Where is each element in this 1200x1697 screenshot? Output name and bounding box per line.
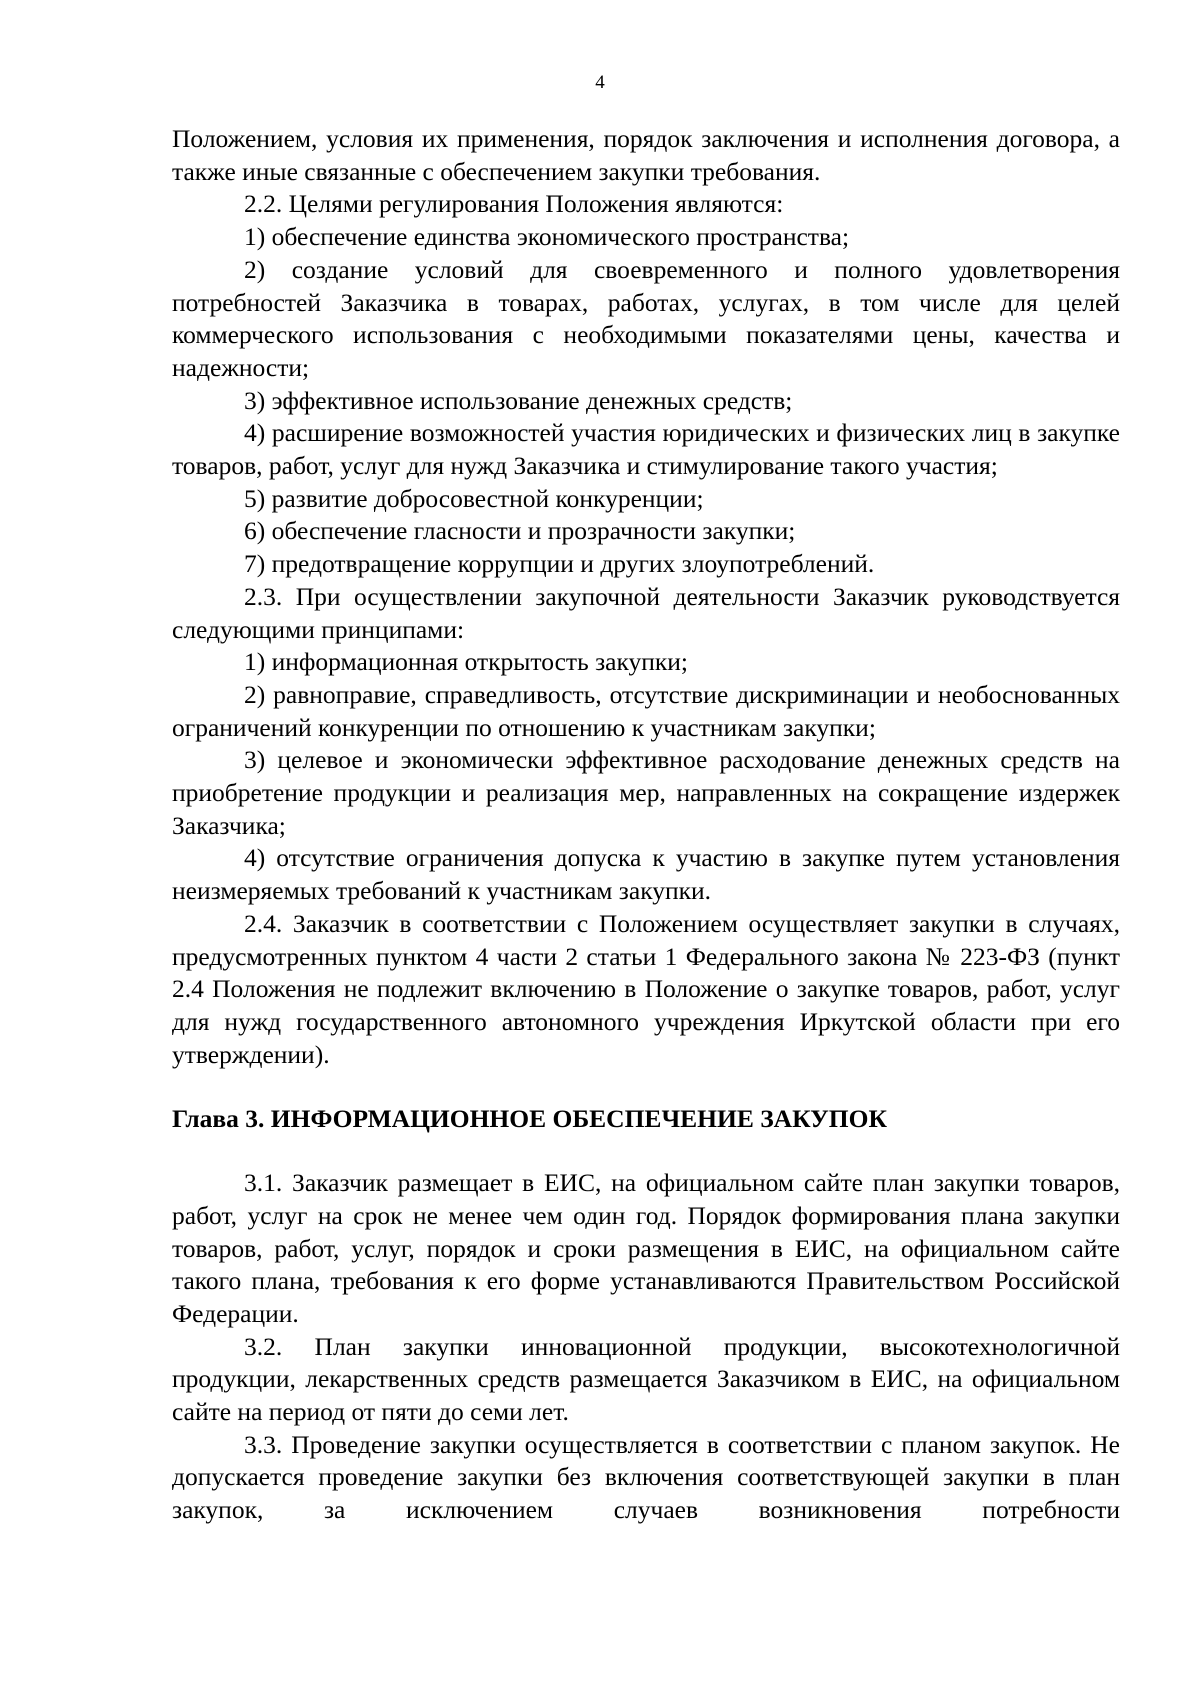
paragraph-3-3: 3.3. Проведение закупки осуществляется в соответствии с планом закупок. Не допускается проведение закупки без включения соответствующей закупки в план закупок, за исключением случаев возникновения потребности bbox=[172, 1429, 1120, 1525]
chapter-heading: Глава 3. ИНФОРМАЦИОННОЕ ОБЕСПЕЧЕНИЕ ЗАКУПОК bbox=[172, 1104, 887, 1134]
list-item-2-2-2: 2) создание условий для своевременного и полного удовлетворения потребностей Заказчика в товарах, работах, услугах, в том числе для целей коммерческого использования с необходимыми показателями цены, качества и надежности; bbox=[172, 254, 1120, 382]
paragraph-2-3: 2.3. При осуществлении закупочной деятельности Заказчик руководствуется следующими принципами: bbox=[172, 581, 1120, 644]
paragraph-3-1: 3.1. Заказчик размещает в ЕИС, на официальном сайте план закупки товаров, работ, услуг на срок не менее чем один год. Порядок формирования плана закупки товаров, работ, услуг, порядок и сроки размещения в ЕИС, на официальном сайте такого плана, требования к его форме устанавливаются Правительством Российской Федерации. bbox=[172, 1168, 1120, 1328]
list-item-2-2-5: 5) развитие добросовестной конкуренции; bbox=[244, 483, 704, 513]
list-item-2-3-1: 1) информационная открытость закупки; bbox=[244, 647, 689, 677]
document-body bbox=[172, 123, 1120, 1527]
list-item-2-2-7: 7) предотвращение коррупции и других злоупотреблений. bbox=[244, 549, 875, 579]
list-item-2-3-3: 3) целевое и экономически эффективное расходование денежных средств на приобретение продукции и реализация мер, направленных на сокращение издержек Заказчика; bbox=[172, 745, 1120, 840]
list-item-2-2-6: 6) обеспечение гласности и прозрачности закупки; bbox=[244, 516, 796, 546]
list-item-2-2-3: 3) эффективное использование денежных средств; bbox=[244, 385, 793, 415]
page-number: 4 bbox=[595, 72, 605, 93]
paragraph-2-4: 2.4. Заказчик в соответствии с Положением осуществляет закупки в случаях, предусмотренных пунктом 4 части 2 статьи 1 Федерального закона № 223-ФЗ (пункт 2.4 Положения не подлежит включению в Положение о закупке товаров, работ, услуг для нужд государственного автономного учреждения Иркутской области при его утверждении). bbox=[172, 908, 1120, 1069]
paragraph-2-2: 2.2. Целями регулирования Положения являются: bbox=[244, 189, 784, 219]
list-item-2-2-1: 1) обеспечение единства экономического пространства; bbox=[244, 222, 850, 252]
list-item-2-3-2: 2) равноправие, справедливость, отсутствие дискриминации и необоснованных ограничений конкуренции по отношению к участникам закупки; bbox=[172, 679, 1120, 742]
paragraph-3-2: 3.2. План закупки инновационной продукции, высокотехнологичной продукции, лекарственных средств размещается Заказчиком в ЕИС, на официальном сайте на период от пяти до семи лет. bbox=[172, 1331, 1120, 1427]
list-item-2-3-4: 4) отсутствие ограничения допуска к участию в закупке путем установления неизмеряемых требований к участникам закупки. bbox=[172, 843, 1120, 906]
list-item-2-2-4: 4) расширение возможностей участия юридических и физических лиц в закупке товаров, работ, услуг для нужд Заказчика и стимулирование такого участия; bbox=[172, 418, 1120, 481]
paragraph-continuation: Положением, условия их применения, порядок заключения и исполнения договора, а также иные связанные с обеспечением закупки требования. bbox=[172, 124, 1120, 186]
